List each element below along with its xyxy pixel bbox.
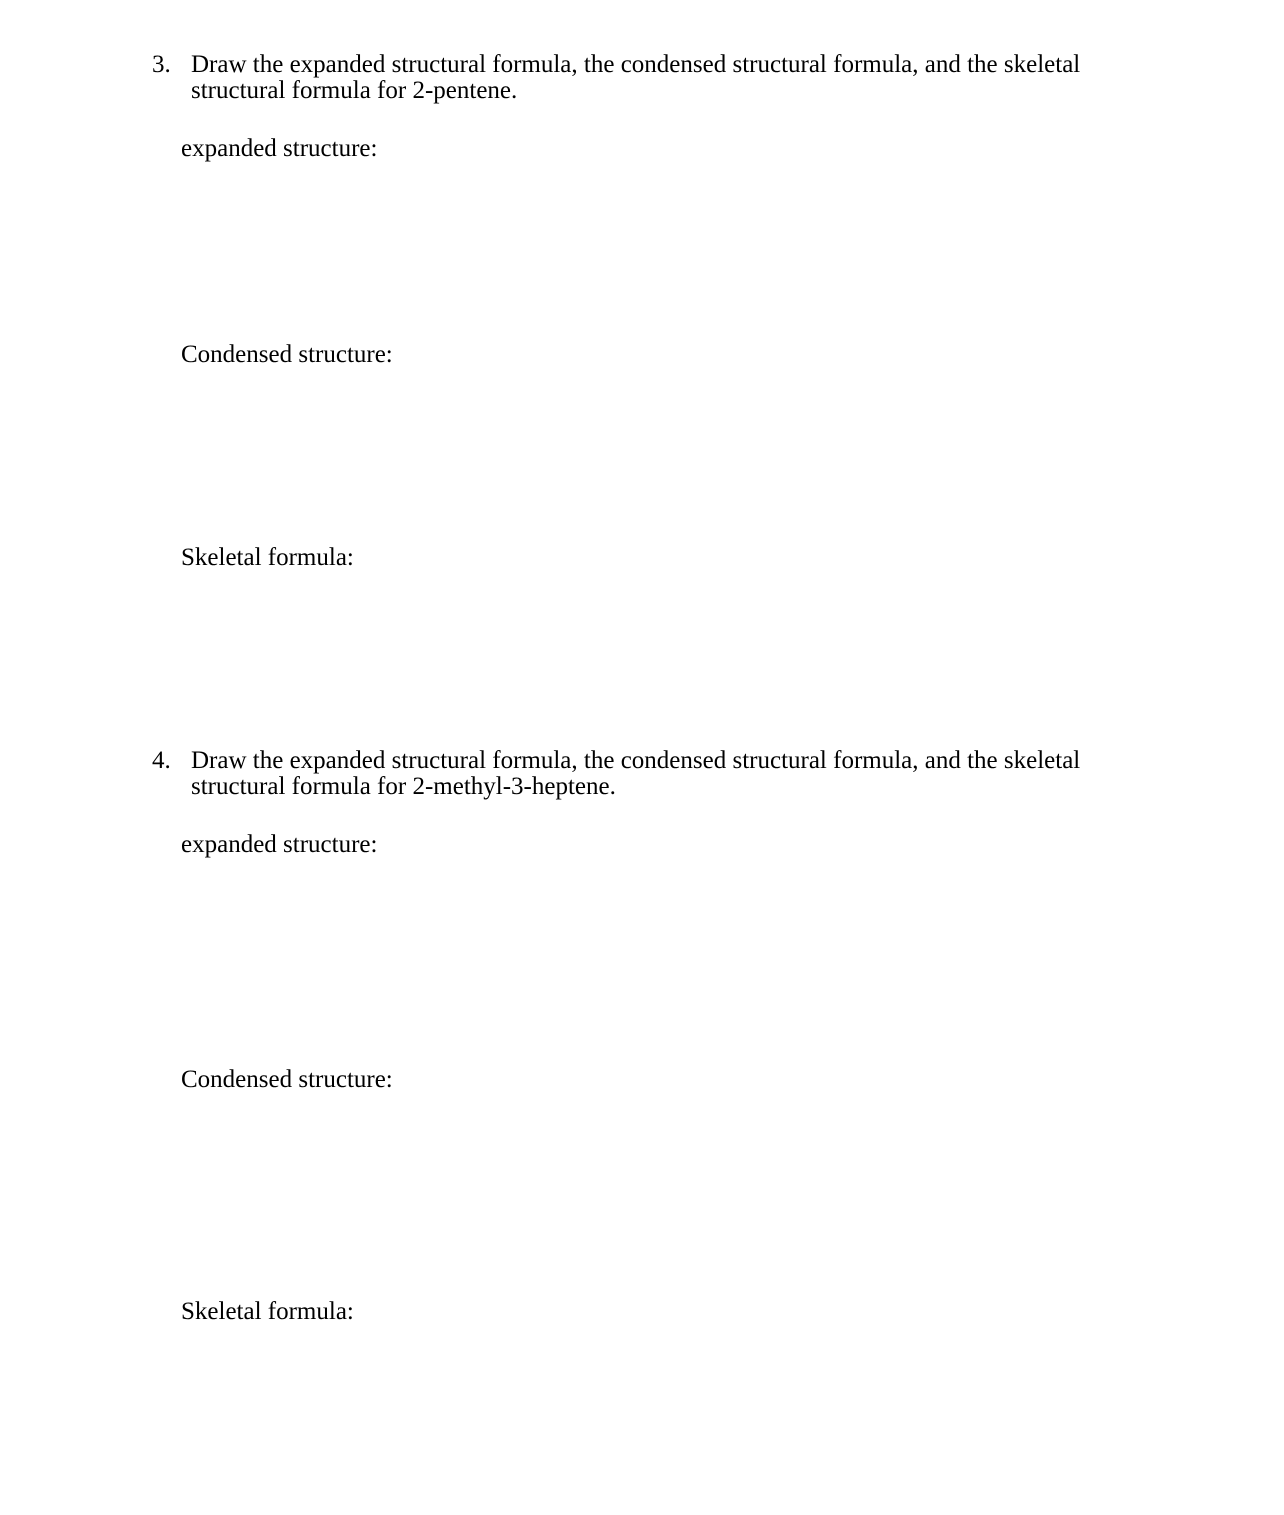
question-text-line-2: structural formula for 2-methyl-3-heptene. [191, 773, 616, 800]
question-text-line-1: Draw the expanded structural formula, the condensed structural formula, and the skeletal [191, 51, 1081, 78]
question-number: 3. [152, 51, 171, 78]
skeletal-formula-label: Skeletal formula: [181, 1298, 354, 1325]
condensed-structure-label: Condensed structure: [181, 341, 393, 368]
question-text-line-2: structural formula for 2-pentene. [191, 77, 518, 104]
expanded-structure-label: expanded structure: [181, 831, 378, 858]
question-number: 4. [152, 747, 171, 774]
expanded-structure-label: expanded structure: [181, 135, 378, 162]
condensed-structure-label: Condensed structure: [181, 1066, 393, 1093]
skeletal-formula-label: Skeletal formula: [181, 544, 354, 571]
question-text-line-1: Draw the expanded structural formula, the condensed structural formula, and the skeletal [191, 747, 1081, 774]
